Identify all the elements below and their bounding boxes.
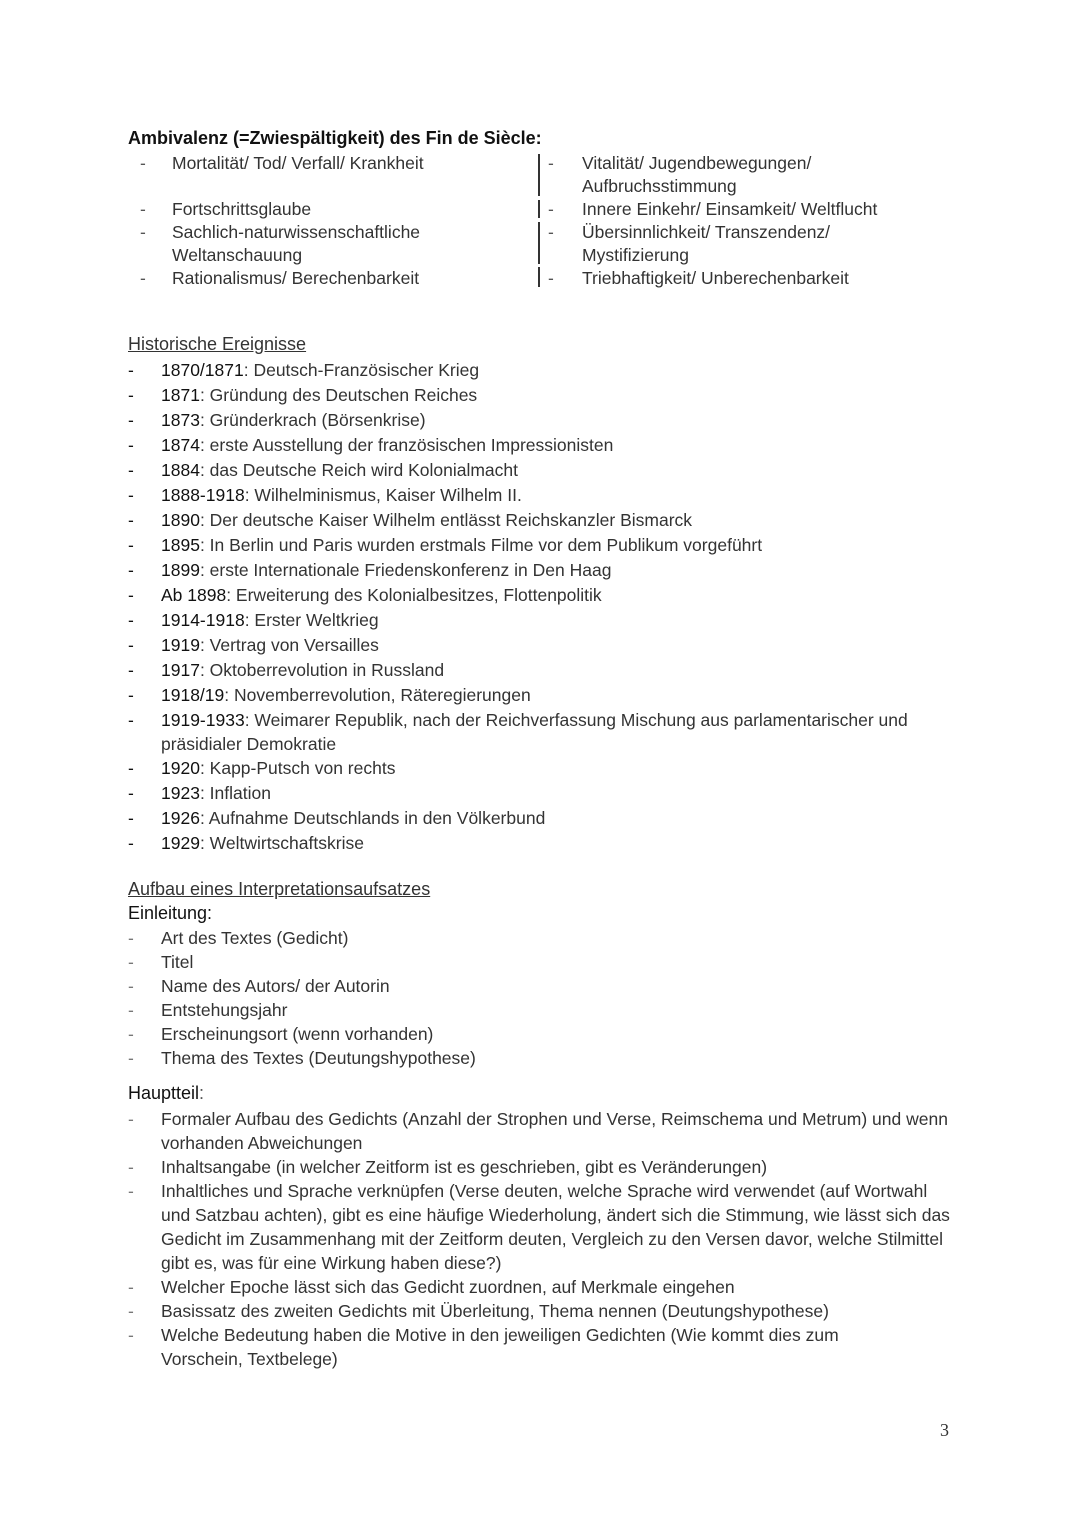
list-item: [128, 458, 958, 483]
bullet-dash: -: [548, 268, 554, 288]
event-year: 1920: [161, 758, 200, 778]
list-item: [140, 221, 530, 267]
list-item: [140, 198, 530, 221]
list-item: [128, 1046, 958, 1070]
event-text: : erste Internationale Friedenskonferenz in Den Haag: [199, 560, 612, 580]
list-item: [548, 152, 948, 198]
main-item-text: Inhaltliches und Sprache verknüpfen (Verse deuten, welche Sprache wird verwendet (auf Wortwahl und Satzbau achten), gibt es eine häufige Wiederholung, ändert sich die Stimmung, wie lässt sich das Gedicht im Zusammenhang mit der Zeitform deuten, Vergleich zu den Versen davor, welche Stilmittel gibt es, was für eine Wirkung haben diese?): [161, 1181, 950, 1273]
essay-section-title: Aufbau eines Interpretationsaufsatzes: [128, 879, 431, 899]
ambivalence-heading: Ambivalenz (=Zwiespältigkeit) des Fin de Siècle:: [128, 128, 542, 148]
bullet-dash: -: [128, 385, 134, 405]
bullet-dash: -: [128, 1109, 134, 1129]
list-item: [548, 221, 948, 267]
event-text: : In Berlin und Paris wurden erstmals Filme vor dem Publikum vorgeführt: [199, 535, 763, 555]
event-year: 1874: [161, 435, 200, 455]
list-item: [128, 433, 958, 458]
event-year: 1888-1918: [161, 485, 245, 505]
list-item: [128, 383, 958, 408]
event-year: 1929: [161, 833, 200, 853]
ambivalence-left-text: Fortschrittsglaube: [172, 199, 312, 219]
list-item: [128, 1022, 958, 1046]
bullet-dash: -: [128, 485, 134, 505]
bullet-dash: -: [128, 808, 134, 828]
bullet-dash: -: [128, 435, 134, 455]
ambivalence-right-text: Übersinnlichkeit/ Transzendenz/ Mystifizierung: [582, 222, 831, 265]
ambivalence-left-text: Sachlich-naturwissenschaftliche Weltanschauung: [172, 222, 421, 265]
ambivalence-left-text: Mortalität/ Tod/ Verfall/ Krankheit: [172, 153, 424, 173]
bullet-dash: -: [128, 1325, 134, 1345]
list-item: [548, 198, 948, 221]
bullet-dash: -: [128, 535, 134, 555]
bullet-dash: -: [128, 660, 134, 680]
bullet-dash: -: [128, 635, 134, 655]
list-item: [128, 358, 958, 383]
list-item: [128, 558, 958, 583]
list-item: [128, 608, 958, 633]
event-text: : Weimarer Republik, nach der Reichverfassung Mischung aus parlamentarischer und präsidialer Demokratie: [161, 710, 908, 754]
bullet-dash: -: [548, 222, 554, 242]
list-item: [128, 1179, 958, 1275]
event-text: : Erweiterung des Kolonialbesitzes, Flottenpolitik: [226, 585, 602, 605]
list-item: [128, 926, 958, 950]
bullet-dash: -: [128, 560, 134, 580]
bullet-dash: -: [128, 460, 134, 480]
event-text: : Oktoberrevolution in Russland: [199, 660, 445, 680]
main-part-list: [128, 1107, 958, 1371]
bullet-dash: -: [128, 1301, 134, 1321]
list-item: [128, 483, 958, 508]
event-text: : Erster Weltkrieg: [244, 610, 379, 630]
event-year: 1926: [161, 808, 200, 828]
event-year: 1917: [161, 660, 200, 680]
divider-line: [538, 267, 540, 287]
page-number: 3: [940, 1420, 949, 1440]
main-item-text: Inhaltsangabe (in welcher Zeitform ist es geschrieben, gibt es Veränderungen): [161, 1157, 768, 1177]
bullet-dash: -: [548, 153, 554, 173]
list-item: [128, 508, 958, 533]
bullet-dash: -: [128, 833, 134, 853]
list-item: [128, 974, 958, 998]
event-year: 1918/19: [161, 685, 225, 705]
event-year: 1919-1933: [161, 710, 245, 730]
list-item: [128, 408, 958, 433]
list-item: [128, 658, 958, 683]
list-item: [140, 152, 530, 175]
divider-line: [538, 200, 540, 218]
bullet-dash: -: [128, 360, 134, 380]
event-text: : Deutsch-Französischer Krieg: [243, 360, 480, 380]
bullet-dash: -: [128, 1157, 134, 1177]
main-part-title-colon: :: [199, 1083, 205, 1103]
bullet-dash: -: [140, 268, 146, 288]
intro-list: [128, 926, 958, 1070]
bullet-dash: -: [128, 685, 134, 705]
list-item: [128, 633, 958, 658]
list-item: [128, 708, 958, 756]
list-item: [128, 1323, 958, 1371]
intro-item-text: Titel: [161, 952, 194, 972]
event-year: 1923: [161, 783, 200, 803]
ambivalence-left-text: Rationalismus/ Berechenbarkeit: [172, 268, 420, 288]
ambivalence-right-text: Innere Einkehr/ Einsamkeit/ Weltflucht: [582, 199, 878, 219]
list-item: [128, 831, 958, 856]
bullet-dash: -: [548, 199, 554, 219]
ambivalence-right-text: Vitalität/ Jugendbewegungen/ Aufbruchsstimmung: [582, 153, 812, 196]
event-year: 1914-1918: [161, 610, 245, 630]
bullet-dash: -: [128, 610, 134, 630]
event-text: : Weltwirtschaftskrise: [199, 833, 364, 853]
bullet-dash: -: [128, 1000, 134, 1020]
divider-line: [538, 154, 540, 196]
intro-item-text: Entstehungsjahr: [161, 1000, 288, 1020]
list-item: [128, 533, 958, 558]
main-item-text: Basissatz des zweiten Gedichts mit Überleitung, Thema nennen (Deutungshypothese): [161, 1301, 829, 1321]
event-year: 1895: [161, 535, 200, 555]
event-year: 1870/1871: [161, 360, 244, 380]
bullet-dash: -: [128, 758, 134, 778]
list-item: [128, 683, 958, 708]
event-text: : Aufnahme Deutschlands in den Völkerbund: [199, 808, 546, 828]
intro-item-text: Thema des Textes (Deutungshypothese): [161, 1048, 476, 1068]
bullet-dash: -: [128, 410, 134, 430]
list-item: [548, 267, 948, 290]
main-part-title: [128, 1083, 204, 1104]
history-events-list: [128, 358, 958, 856]
event-year: 1873: [161, 410, 200, 430]
event-text: : Novemberrevolution, Räteregierungen: [224, 685, 531, 705]
bullet-dash: -: [128, 710, 134, 730]
event-text: : erste Ausstellung der französischen Impressionisten: [199, 435, 614, 455]
intro-item-text: Art des Textes (Gedicht): [161, 928, 349, 948]
list-item: [128, 806, 958, 831]
bullet-dash: -: [128, 952, 134, 972]
list-item: [128, 950, 958, 974]
event-year: 1871: [161, 385, 200, 405]
bullet-dash: -: [128, 1277, 134, 1297]
event-year: 1890: [161, 510, 200, 530]
main-part-title-text: Hauptteil: [128, 1083, 200, 1103]
event-year: 1899: [161, 560, 200, 580]
event-text: : Der deutsche Kaiser Wilhelm entlässt Reichskanzler Bismarck: [199, 510, 693, 530]
bullet-dash: -: [140, 222, 146, 242]
list-item: [140, 267, 530, 290]
main-item-text: Welcher Epoche lässt sich das Gedicht zuordnen, auf Merkmale eingehen: [161, 1277, 735, 1297]
list-item: [128, 1107, 958, 1155]
event-text: : Vertrag von Versailles: [199, 635, 379, 655]
list-item: [128, 1299, 958, 1323]
bullet-dash: -: [128, 783, 134, 803]
bullet-dash: -: [140, 199, 146, 219]
list-item: [128, 756, 958, 781]
event-text: : das Deutsche Reich wird Kolonialmacht: [199, 460, 519, 480]
main-item-text: Formaler Aufbau des Gedichts (Anzahl der Strophen und Verse, Reimschema und Metrum) und wenn vorhanden Abweichungen: [161, 1109, 948, 1153]
main-item-text: Welche Bedeutung haben die Motive in den jeweiligen Gedichten (Wie kommt dies zum Vorschein, Textbelege): [161, 1325, 839, 1369]
event-year: 1884: [161, 460, 200, 480]
event-text: : Gründerkrach (Börsenkrise): [199, 410, 426, 430]
bullet-dash: -: [128, 928, 134, 948]
event-year: Ab 1898: [161, 585, 227, 605]
intro-item-text: Name des Autors/ der Autorin: [161, 976, 390, 996]
list-item: [128, 1155, 958, 1179]
list-item: [128, 1275, 958, 1299]
bullet-dash: -: [128, 1048, 134, 1068]
list-item: [128, 781, 958, 806]
bullet-dash: -: [140, 153, 146, 173]
event-text: : Wilhelminismus, Kaiser Wilhelm II.: [244, 485, 522, 505]
bullet-dash: -: [128, 976, 134, 996]
bullet-dash: -: [128, 1181, 134, 1201]
ambivalence-right-column: [548, 152, 948, 290]
history-section-title: Historische Ereignisse: [128, 334, 307, 354]
intro-title: Einleitung:: [128, 903, 213, 923]
event-text: : Gründung des Deutschen Reiches: [199, 385, 478, 405]
bullet-dash: -: [128, 585, 134, 605]
intro-item-text: Erscheinungsort (wenn vorhanden): [161, 1024, 434, 1044]
bullet-dash: -: [128, 1024, 134, 1044]
list-item: [128, 998, 958, 1022]
event-text: : Inflation: [199, 783, 271, 803]
event-text: : Kapp-Putsch von rechts: [199, 758, 396, 778]
ambivalence-left-column: [140, 152, 530, 290]
bullet-dash: -: [128, 510, 134, 530]
ambivalence-right-text: Triebhaftigkeit/ Unberechenbarkeit: [582, 268, 849, 288]
list-item: [128, 583, 958, 608]
divider-line: [538, 222, 540, 264]
event-year: 1919: [161, 635, 200, 655]
